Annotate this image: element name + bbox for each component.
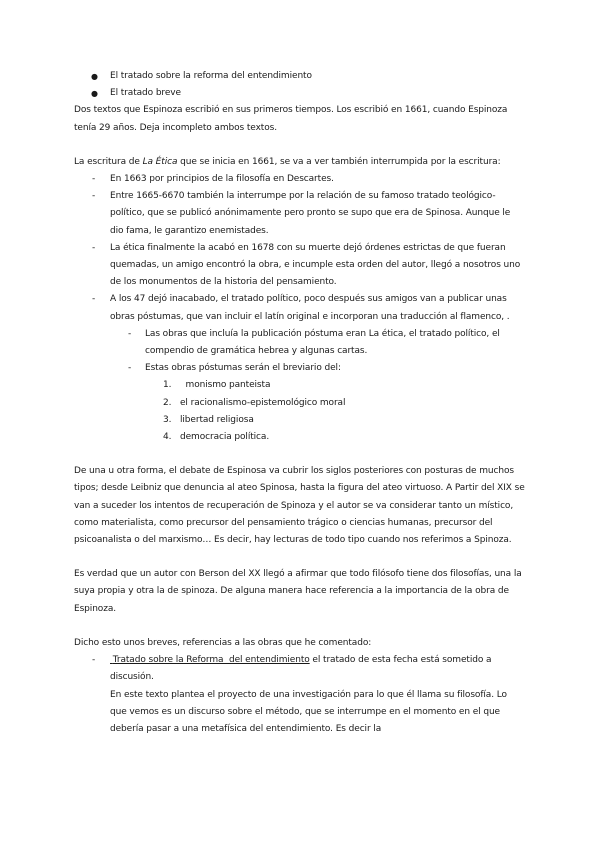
item-number: 4. [163,432,172,443]
dash-list-item [74,171,526,188]
dash-item-text: La ética finalmente la acabó en 1678 con su muerte dejó órdenes estrictas de que fueran quemadas, un amigo encontró la obra, e incumple esta orden del autor, llegó a nosotros uno de los monumentos de la historia del pensamiento. [110,242,521,288]
dash-marker: - [92,191,96,202]
item-number: 2. [163,397,172,408]
sub-dash-marker: - [128,363,132,374]
dash-item-text: En 1663 por principios de la filosofía en Descartes. [110,174,334,185]
etica-title: La Ética [142,156,178,167]
debate-paragraph: De una u otra forma, el debate de Espinosa va cubrir los siglos posteriores con posturas de muchos tipos; desde Leibniz que denuncia al ateo Spinosa, hasta la figura del ateo virtuoso. A Partir del XIX se van a suceder los intentos de recuperación de Spinoza y el autor se va considerar tanto un místico, como materialista, como precursor del pensamiento trágico o ciencias humanas, precursor del psicoanalista o del marxismo… Es decir, hay lecturas de todo tipo cuando nos referimos a Spinoza. [74,466,525,546]
document-body [74,68,526,738]
sub-list-item [74,326,526,360]
dash-marker: - [92,242,96,253]
numbered-item-text: libertad religiosa [180,414,254,425]
underlined-title: Tratado sobre la Reforma del entendimiento [110,655,310,666]
dash-item-text: A los 47 dejó inacabado, el tratado político, poco después sus amigos van a publicar unas obras póstumas, que van incluir el latín original e incorporan una traducción al flamenco, . [110,294,510,322]
intro-paragraph: Dos textos que Espinoza escribió en sus primeros tiempos. Los escribió en 1661, cuando Espinoza tenía 29 años. Deja incompleto ambos textos. [74,105,508,133]
bullet-dot-icon: ● [91,89,98,99]
bullet-text: El tratado sobre la reforma del entendimiento [110,71,312,81]
item-number: 1. [163,380,172,391]
dicho-paragraph: Dicho esto unos breves, referencias a las obras que he comentado: [74,637,372,648]
dash-list-item [74,188,526,240]
numbered-item [74,412,526,429]
berson-paragraph: Es verdad que un autor con Berson del XX llegó a afirmar que todo filósofo tiene dos filosofías, una la suya propia y otra la de spinoza. De alguna manera hace referencia a la importancia de la obra de Espinoza. [74,569,522,614]
dash-marker: - [92,655,96,666]
sub-item-text: Estas obras póstumas serán el breviario del: [145,363,341,374]
bullet-text: El tratado breve [110,88,181,99]
bullet-dot-icon: ● [91,72,98,81]
sub-dash-marker: - [128,328,132,339]
dash-item-text: Entre 1665-6670 también la interrumpe por la relación de su famoso tratado teológico-político, que se publicó anónimamente pero pronto se supo que era de Spinosa. Aunque le dio fama, le garantizo enemistades. [110,191,511,236]
dash-list-item [74,291,526,325]
item-number: 3. [163,414,172,425]
numbered-item-text: democracia política. [180,432,270,443]
sub-item-text: Las obras que incluía la publicación póstuma eran La ética, el tratado político, el compendio de gramática hebrea y algunas cartas. [145,328,500,357]
dash-marker: - [92,174,96,185]
numbered-item [74,377,526,394]
sub-list-item [74,360,526,377]
numbered-item [74,429,526,446]
numbered-item [74,395,526,412]
numbered-item-text: el racionalismo-epistemológico moral [180,397,346,408]
method-paragraph: En este texto plantea el proyecto de una investigación para lo que él llama su filosofía. Lo que vemos es un discurso sobre el método, que se interrumpe en el momento en el que debería pasar a una metafísica del entendimiento. Es decir la [110,689,507,734]
bullet-item [74,85,526,102]
dash-marker: - [92,294,96,305]
bullet-item [74,68,526,85]
dash-list-item [74,652,526,686]
numbered-item-text: monismo panteista [180,380,271,391]
dash-item-text: Tratado sobre la Reforma del entendimiento el tratado de esta fecha está sometido a discusión. [110,655,492,683]
dash-list-item [74,240,526,292]
etica-paragraph: La escritura de La Ética que se inicia en 1661, se va a ver también interrumpida por la escritura: [74,156,501,167]
